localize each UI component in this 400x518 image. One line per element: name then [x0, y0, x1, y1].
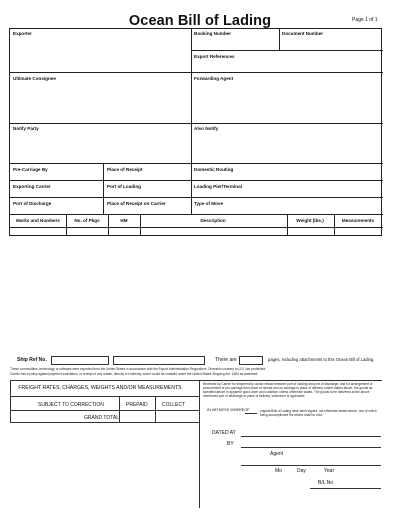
description-header: Description — [200, 218, 226, 223]
notify-party-label: Notify Party — [13, 126, 39, 131]
prepaid-header: PREPAID — [126, 402, 148, 408]
row-line-consignee — [10, 72, 383, 73]
dated-at-label: DATED AT — [212, 430, 236, 436]
there-are-label: There are — [215, 357, 237, 363]
measurements-header: Measurements — [341, 218, 375, 223]
also-notify-label: Also Notify — [194, 126, 219, 131]
ship-ref-input-2[interactable] — [113, 356, 205, 365]
row-line-exporting — [10, 180, 383, 181]
bl-no-label: B/L No — [318, 480, 334, 486]
col-divider-4 — [287, 214, 288, 236]
collect-divider — [155, 396, 156, 422]
by-label: BY — [227, 441, 234, 447]
booking-divider — [279, 29, 280, 50]
loading-pier-terminal-label: Loading Pier/Terminal — [194, 184, 242, 189]
charges-right-border — [199, 380, 200, 508]
dated-at-line[interactable] — [241, 436, 381, 437]
port-of-discharge-label: Port of Discharge — [13, 201, 52, 206]
exporting-carrier-label: Exporting Carrier — [13, 184, 51, 189]
place-column-divider — [103, 163, 104, 214]
charges-heading-line — [10, 396, 199, 397]
bl-no-line[interactable] — [310, 488, 381, 489]
forwarding-agent-label: Forwarding Agent — [194, 76, 234, 81]
ship-ref-input-1[interactable] — [51, 356, 109, 365]
agent-label: Agent — [270, 451, 284, 457]
witness-count-line[interactable] — [245, 413, 257, 414]
marks-and-numbers-header: Marks and Numbers — [16, 218, 60, 223]
year-label: Year — [324, 468, 335, 474]
page-number: Page 1 of 1 — [352, 17, 378, 23]
bill-of-lading-form — [9, 28, 382, 236]
pre-carriage-by-label: Pre-Carriage By — [13, 167, 48, 172]
prepaid-divider — [119, 396, 120, 422]
weight-header: Weight (lbs.) — [296, 218, 324, 223]
place-of-receipt-label: Place of Receipt — [107, 167, 143, 172]
charges-subheader-line — [10, 410, 199, 411]
date-line[interactable] — [241, 465, 381, 466]
collect-header: COLLECT — [162, 402, 186, 408]
charges-heading: FREIGHT RATES, CHARGES, WEIGHTS AND/OR MEASUREMENTS — [18, 385, 182, 391]
document-number-label: Document Number — [282, 31, 324, 36]
export-references-label: Export References — [194, 54, 235, 59]
ship-ref-label: Ship Ref No. — [17, 357, 47, 363]
type-of-move-label: Type of Move — [194, 201, 224, 206]
row-line-precarriage — [10, 163, 383, 164]
row-line-booking — [191, 50, 383, 51]
export-notice: These commodities, technology or software were exported from the United States in accordance with the Export Administration Regulations. Diversion contrary to U.S. law prohibited. — [10, 367, 267, 371]
port-of-loading-label: Port of Loading — [107, 184, 141, 189]
exporter-label: Exporter — [13, 31, 32, 36]
place-of-receipt-on-carrier-label: Place of Receipt on Carrier — [107, 201, 166, 206]
charges-top-line — [10, 380, 382, 381]
in-witness-label: IN WITNESS WHEREOF — [207, 408, 250, 412]
domestic-routing-label: Domestic Routing — [194, 167, 234, 172]
page-title: Ocean Bill of Lading — [128, 13, 272, 29]
mo-label: Mo — [275, 468, 282, 474]
witness-text: original Bills of Lading have been signed, not otherwise stated above, one of which being accomplished the others shall be void. — [260, 409, 377, 417]
ultimate-consignee-label: Ultimate Consignee — [13, 76, 56, 81]
center-divider — [191, 29, 192, 214]
by-line[interactable] — [241, 447, 381, 448]
grand-total-label: GRAND TOTAL — [84, 415, 120, 421]
subject-to-correction: SUBJECT TO CORRECTION — [38, 402, 104, 408]
day-label: Day — [297, 468, 306, 474]
charges-bottom-line — [10, 422, 199, 423]
pages-text: pages, including attachments to this Ocean Bill of Lading. — [268, 357, 375, 362]
receipt-text: Received by Carrier for shipment by ocean vessel between port of loading and port of discharge, and for arrangement or procurement of pre-carriage from place of receipt and on-carriage to place of delivery, where stated above, the goods as specified above in apparent good order and condition unless otherwise stated. The goods to be delivered at the above mentioned port of discharge or place of delivery, whichever is applicable. — [203, 382, 373, 398]
hm-header: HM — [120, 218, 128, 223]
no-of-pkgs-header: No. of Pkgs — [74, 218, 100, 223]
col-divider-2 — [108, 214, 109, 236]
col-divider-5 — [334, 214, 335, 236]
col-divider-3 — [140, 214, 141, 236]
col-divider-1 — [66, 214, 67, 236]
page-count-input[interactable] — [239, 356, 263, 365]
booking-number-label: Booking Number — [194, 31, 232, 36]
carrier-notice: Carrier has a policy against payment solicitation, or receipt of any rebate, directly or indirectly, which would be unlawful under the United States Shipping Act, 1984 as amended. — [10, 372, 259, 376]
row-line-notify — [10, 123, 383, 124]
row-line-discharge — [10, 197, 383, 198]
